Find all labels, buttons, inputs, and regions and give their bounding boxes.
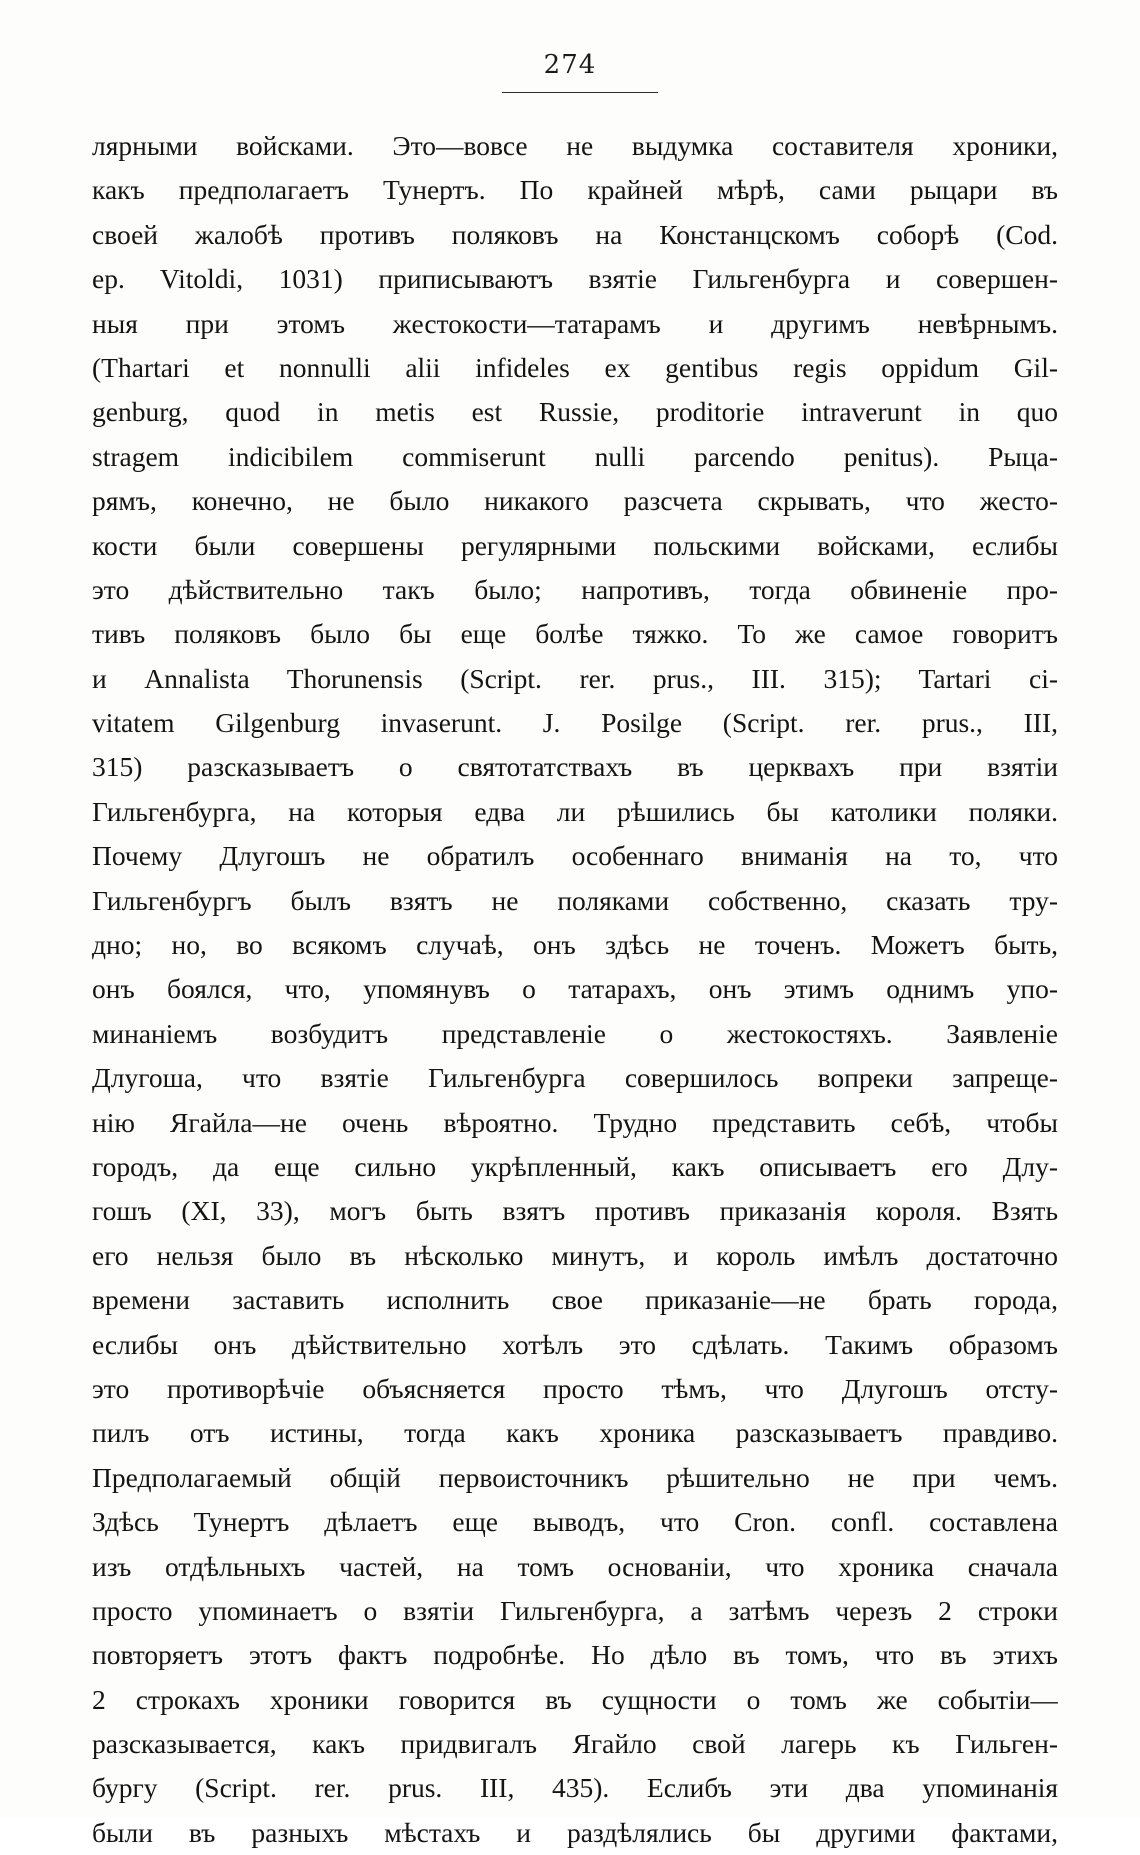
text-line: Предполагаемый общій первоисточникъ рѣшительно не при чемъ. <box>92 1461 1058 1493</box>
header-rule <box>502 92 658 93</box>
text-line: Почему Длугошъ не обратилъ особеннаго вниманія на то, что <box>92 840 1058 872</box>
text-line: еслибы онъ дѣйствительно хотѣлъ это сдѣлать. Такимъ образомъ <box>92 1328 1058 1360</box>
text-line: Здѣсь Тунертъ дѣлаетъ еще выводъ, что Cron. confl. составлена <box>92 1506 1058 1538</box>
text-line: какъ предполагаетъ Тунертъ. По крайней мѣрѣ, сами рыцари въ <box>92 174 1058 206</box>
text-line: онъ боялся, что, упомянувъ о татарахъ, онъ этимъ однимъ упо- <box>92 973 1058 1005</box>
text-line: лярными войсками. Это—вовсе не выдумка составителя хроники, <box>92 130 1058 161</box>
text-line: 2 строкахъ хроники говорится въ сущности о томъ же событіи— <box>92 1683 1058 1715</box>
text-line: кости были совершены регулярными польскими войсками, еслибы <box>92 529 1058 561</box>
page-number: 274 <box>543 50 597 80</box>
text-line: разсказывается, какъ придвигалъ Ягайло свой лагерь къ Гильген- <box>92 1728 1058 1760</box>
text-line: были въ разныхъ мѣстахъ и раздѣлялись бы другими фактами, <box>92 1816 1058 1848</box>
text-line: stragem indicibilem commiserunt nulli parcendo penitus). Рыца- <box>92 440 1058 472</box>
text-line: бургу (Script. rer. prus. III, 435). Еслибъ эти два упоминанія <box>92 1772 1058 1804</box>
body-text <box>92 124 1058 1855</box>
text-line: 315) разсказываетъ о святотатствахъ въ церквахъ при взятіи <box>92 751 1058 783</box>
text-line: гошъ (XI, 33), могъ быть взятъ противъ приказанія короля. Взять <box>92 1195 1058 1227</box>
text-line: (Thartari et nonnulli alii infideles ex gentibus regis oppidum Gil- <box>92 351 1058 383</box>
text-line: времени заставить исполнить свое приказаніе—не брать города, <box>92 1284 1058 1316</box>
text-line: рямъ, конечно, не было никакого разсчета скрывать, что жесто- <box>92 485 1058 517</box>
text-line: изъ отдѣльныхъ частей, на томъ основаніи, что хроника сначала <box>92 1550 1058 1582</box>
text-line: vitatem Gilgenburg invaserunt. J. Posilge (Script. rer. prus., III, <box>92 707 1058 739</box>
text-line: Длугоша, что взятіе Гильгенбурга совершилось вопреки запреще- <box>92 1062 1058 1094</box>
text-line: повторяетъ этотъ фактъ подробнѣе. Но дѣло въ томъ, что въ этихъ <box>92 1639 1058 1671</box>
text-line: своей жалобѣ противъ поляковъ на Констанцскомъ соборѣ (Cod. <box>92 218 1058 250</box>
text-line: нію Ягайла—не очень вѣроятно. Трудно представить себѣ, чтобы <box>92 1106 1058 1138</box>
text-line: это противорѣчіе объясняется просто тѣмъ, что Длугошъ отсту- <box>92 1372 1058 1404</box>
text-line: Гильгенбурга, на которыя едва ли рѣшились бы католики поляки. <box>92 795 1058 827</box>
text-line: минаніемъ возбудитъ представленіе о жестокостяхъ. Заявленіе <box>92 1017 1058 1049</box>
text-line: дно; но, во всякомъ случаѣ, онъ здѣсь не точенъ. Можетъ быть, <box>92 929 1058 961</box>
text-line: просто упоминаетъ о взятіи Гильгенбурга, а затѣмъ черезъ 2 строки <box>92 1594 1058 1626</box>
text-line: это дѣйствительно такъ было; напротивъ, тогда обвиненіе про- <box>92 573 1058 605</box>
text-line: ныя при этомъ жестокости—татарамъ и другимъ невѣрнымъ. <box>92 307 1058 339</box>
text-line: Гильгенбургъ былъ взятъ не поляками собственно, сказать тру- <box>92 884 1058 916</box>
text-line: его нельзя было въ нѣсколько минутъ, и король имѣлъ достаточно <box>92 1239 1058 1271</box>
text-line: городъ, да еще сильно укрѣпленный, какъ описываетъ его Длу- <box>92 1150 1058 1182</box>
text-line: тивъ поляковъ было бы еще болѣе тяжко. То же самое говоритъ <box>92 618 1058 650</box>
text-line: genburg, quod in metis est Russie, proditorie intraverunt in quo <box>92 396 1058 428</box>
text-line: ep. Vitoldi, 1031) приписываютъ взятіе Гильгенбурга и совершен- <box>92 263 1058 295</box>
text-line: пилъ отъ истины, тогда какъ хроника разсказываетъ правдиво. <box>92 1417 1058 1449</box>
text-line: и Annalista Thorunensis (Script. rer. prus., III. 315); Tartari ci- <box>92 662 1058 694</box>
